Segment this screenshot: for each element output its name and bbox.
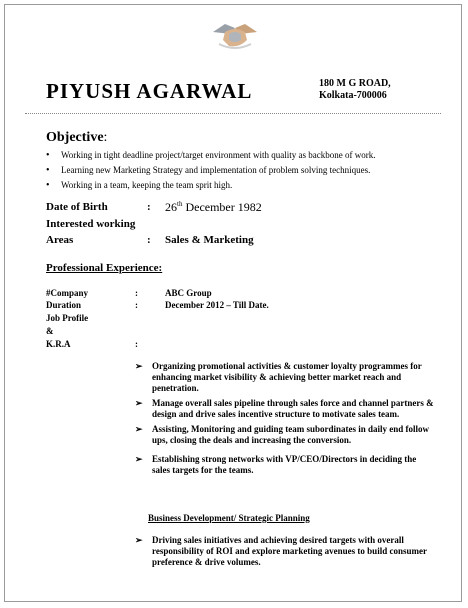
bd-item-text: Driving sales initiatives and achieving desired targets with overall responsibility of ROI and explore marketing avenues to build consumer preference & drive volumes.	[152, 535, 427, 567]
list-item	[135, 454, 435, 476]
duration-label: Duration	[46, 300, 82, 310]
company-colon: :	[135, 288, 138, 298]
list-item	[135, 361, 435, 394]
jp-label-3: K.R.A	[46, 339, 71, 349]
objective-item: • Learning new Marketing Strategy and implementation of problem solving techniques.	[46, 163, 376, 178]
objective-colon: :	[103, 130, 108, 145]
address-line-2: Kolkata-700006	[319, 90, 387, 101]
jp-label-2: &	[46, 326, 54, 336]
objective-item: • Working in tight deadline project/target environment with quality as backbone of work.	[46, 148, 376, 163]
dob-label: Date of Birth	[46, 201, 108, 213]
address	[319, 78, 391, 102]
list-item	[135, 424, 435, 446]
dob-value	[165, 200, 262, 215]
company-label: #Company	[46, 288, 89, 298]
list-item	[135, 398, 435, 420]
kra-colon: :	[135, 339, 138, 349]
dob-suffix: th	[177, 200, 183, 208]
jp-label-1: Job Profile	[46, 313, 89, 323]
bd-heading: Business Development/ Strategic Planning	[148, 513, 310, 523]
header-divider	[25, 113, 441, 114]
bd-list	[135, 535, 435, 572]
duration-value: December 2012 – Till Date.	[165, 300, 269, 310]
objective-item: • Working in a team, keeping the team sprit high.	[46, 178, 376, 193]
interest-value: Sales & Marketing	[165, 234, 254, 246]
address-line-1: 180 M G ROAD,	[319, 78, 391, 89]
company-value: ABC Group	[165, 288, 212, 298]
dob-day: 26	[165, 200, 177, 214]
arrow-bullet-icon: ➢	[135, 454, 143, 464]
interest-colon: :	[147, 234, 151, 246]
interest-label-1: Interested working	[46, 218, 136, 230]
kra-item-text: Manage overall sales pipeline through sales force and channel partners & design and drive sales incentive structure to motivate sales team.	[152, 398, 434, 419]
arrow-bullet-icon: ➢	[135, 535, 143, 545]
objective-heading-text: Objective	[46, 130, 104, 145]
dob-rest: December 1982	[182, 200, 262, 214]
list-item	[135, 535, 435, 568]
objective-heading	[46, 130, 107, 146]
interest-label-2: Areas	[46, 234, 74, 246]
candidate-name: PIYUSH AGARWAL	[46, 79, 253, 103]
kra-item-text: Establishing strong networks with VP/CEO/Directors in deciding the sales targets for the teams.	[152, 454, 417, 475]
kra-item-text: Assisting, Monitoring and guiding team subordinates in daily end follow ups, closing the deals and increasing the conversion.	[152, 424, 430, 445]
experience-heading: Professional Experience:	[46, 262, 163, 274]
arrow-bullet-icon: ➢	[135, 398, 143, 408]
kra-list	[135, 361, 435, 480]
objective-list	[46, 148, 376, 193]
arrow-bullet-icon: ➢	[135, 361, 143, 371]
duration-colon: :	[135, 300, 138, 310]
resume-page	[4, 4, 462, 602]
handshake-icon	[211, 18, 259, 54]
arrow-bullet-icon: ➢	[135, 424, 143, 434]
kra-item-text: Organizing promotional activities & customer loyalty programmes for enhancing market visibility & achieving better market reach and penetration.	[152, 361, 422, 393]
job-profile-label	[46, 313, 88, 350]
dob-colon: :	[147, 201, 151, 213]
